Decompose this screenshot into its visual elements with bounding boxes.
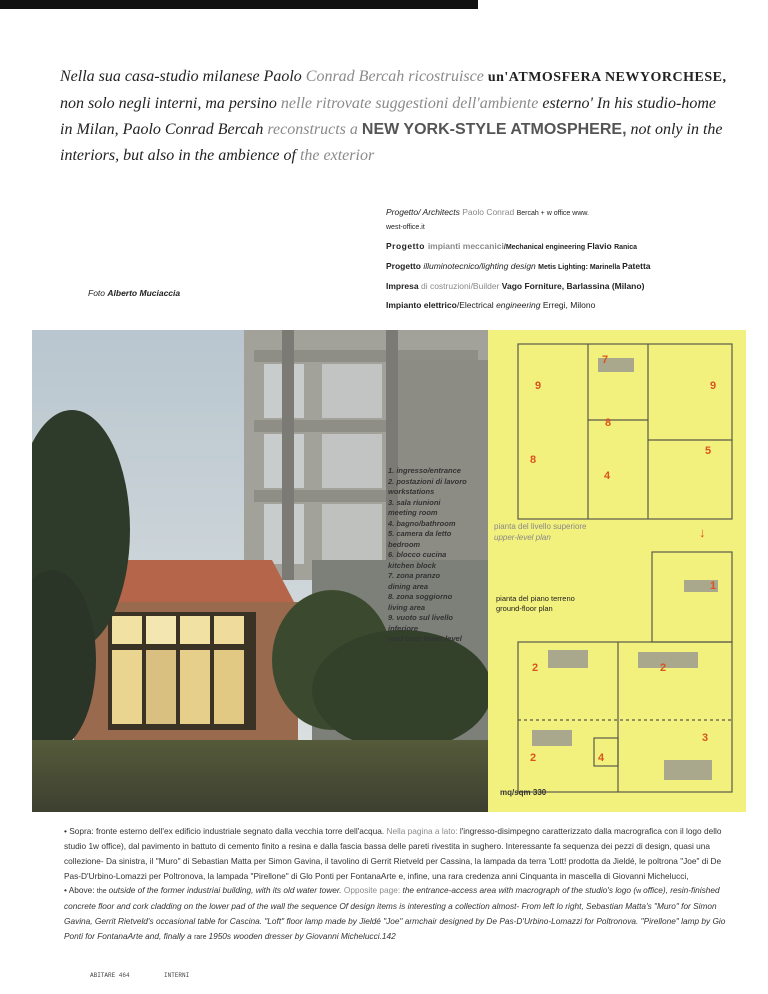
credit-label: engineering [496, 300, 543, 310]
credit-label: /Mechanical engineering [503, 244, 588, 251]
legend-item: 7. zona pranzo [388, 571, 441, 580]
credit-value: Metis Lighting: Marinella [538, 264, 623, 271]
caption-text: w [636, 888, 644, 895]
plan-legend [388, 466, 498, 645]
intro-paragraph [60, 64, 730, 169]
intro-text: non solo negli interni, ma persino [60, 95, 281, 112]
legend-item: dining area [388, 581, 429, 591]
legend-item: 8. zona soggiorno [388, 592, 453, 601]
caption-text: Nella pagina a lato: [386, 826, 460, 836]
plan-number: 1 [710, 580, 717, 592]
credit-label: di costruzioni/Builder [420, 281, 502, 291]
credit-value: Patetta [622, 261, 651, 271]
credit-value: Paolo Conrad [462, 207, 517, 217]
plan-number: 7 [602, 354, 609, 366]
legend-item: void over lower level [388, 634, 462, 643]
legend-item: 9. vuoto sul livello [388, 613, 454, 622]
credit-value: Vago Forniture, Barlassina (Milano) [501, 281, 645, 291]
caption-text: rare [194, 934, 209, 941]
legend-item: 4. bagno/bathroom [388, 518, 456, 528]
footer-section: INTERNI [164, 972, 190, 979]
legend-item: meeting room [388, 508, 438, 517]
intro-text: the exterior [299, 147, 375, 164]
caption-text: outside of the former industriai building, with its old water tower. [108, 885, 344, 895]
plan-number: 8 [530, 454, 537, 466]
credit-label: Progetto [386, 261, 424, 271]
caption-english [64, 883, 734, 945]
credit-mechanical [386, 240, 746, 254]
credit-value: west-office.it [386, 224, 425, 231]
plan-number: 9 [535, 380, 542, 392]
credit-label: Impianto elettrico [386, 300, 457, 310]
credit-label: illuminotecnico/lighting design [423, 261, 539, 271]
caption-text: office), resin-finished concrete floor and cork cladding on the lower pad of the wall the sequence Of design items is interesting a collection almost- From left lo right, Sebastian Matta's "Muro" for Simon Gavina, Gerrit Rietveld's occasional table for Cascina. "Loft" floor lamp made by Jieldé "Joe" armchair designed by De Pas-D'Urbino-Lomazzi for Poltronova. "Pirellone" lamp by Gio Ponti for FontanaArte and, finally a [64, 885, 726, 941]
ground-plan-label-en: ground-floor plan [496, 604, 553, 613]
legend-item: living area [388, 602, 426, 612]
credit-value: Ranica [614, 244, 638, 251]
caption-text: • Sopra: fronte esterno dell'ex edificio industriale segnato dalla vecchia torre dell'acqua. [64, 826, 387, 836]
credit-label: impianti meccanici [427, 241, 504, 251]
caption-text: the entrance-access area with macrograph of the studio's logo ( [402, 885, 637, 895]
credit-electrical [386, 299, 746, 312]
legend-item: 6. blocco cucina [388, 550, 447, 559]
intro-highlight: un'ATMOSFERA [487, 70, 605, 85]
ground-plan-label-it: pianta del piano terreno [496, 594, 575, 603]
intro-text: interiors, but also in the ambience of [60, 147, 300, 164]
legend-item: inferiore [388, 623, 419, 633]
credit-label: Impresa [386, 281, 421, 291]
credit-value: Erregi, Milono [542, 300, 596, 310]
intro-text: nelle ritrovate suggestioni dell'ambiente [280, 95, 543, 112]
entrance-arrow-icon: ↓ [699, 525, 706, 540]
credit-lighting [386, 260, 746, 274]
project-credits [386, 206, 746, 318]
credit-value: Bercah + w office www. [516, 210, 589, 217]
caption-text: the [96, 888, 109, 895]
upper-plan-label [494, 521, 587, 543]
intro-text: in Milan, Paolo Conrad Bercah [60, 121, 268, 138]
credit-label: Progetto [386, 241, 428, 251]
legend-item: 2. postazioni di lavoro [388, 476, 467, 486]
upper-plan-label-it: pianta del livello superiore [494, 522, 587, 531]
caption-italian [64, 824, 734, 884]
credit-label: Progetto/ Architects [386, 207, 463, 217]
top-rule [0, 0, 478, 9]
caption-text: Opposite page: [343, 885, 403, 895]
plan-number: 4 [598, 752, 605, 764]
upper-plan-label-en: upper-level plan [494, 533, 551, 542]
legend-item: 3. sala riunioni [388, 497, 441, 507]
plan-number: 5 [705, 445, 712, 457]
credit-label: /Electrical [456, 300, 497, 310]
intro-text: esterno' In his studio-home [542, 95, 716, 112]
plan-number: 2 [532, 662, 539, 674]
legend-item: 5. camera da letto [388, 529, 452, 538]
plan-number: 2 [660, 662, 667, 674]
intro-text: Conrad Bercah ricostruisce [305, 68, 488, 85]
caption-text: • Above: [64, 885, 97, 895]
legend-item: bedroom [388, 539, 421, 549]
intro-highlight: NEW YORK-STYLE ATMOSPHERE, [361, 121, 627, 138]
caption-text: 1950s wooden dresser by Giovanni Michelucci.142 [208, 931, 396, 941]
credit-builder [386, 280, 746, 293]
floor-area: mq/sqm 330 [500, 788, 547, 797]
plan-number: 4 [604, 470, 611, 482]
legend-item: kitchen block [388, 560, 436, 570]
plan-number: 3 [702, 732, 709, 744]
intro-highlight: NEWYORCHESE, [604, 70, 727, 85]
photo-credit [88, 288, 180, 298]
plan-number: 2 [530, 752, 537, 764]
intro-text: not only in the [626, 121, 723, 138]
credit-value: Flavio [587, 241, 615, 251]
legend-item: 1. ingresso/entrance [388, 466, 461, 475]
intro-text: reconstructs a [267, 121, 362, 138]
photo-credit-name: Alberto Muciaccia [107, 288, 181, 298]
footer-magazine: ABITARE 464 [90, 972, 130, 979]
plan-number: 8 [605, 417, 612, 429]
credit-architects [386, 206, 746, 234]
legend-item: workstations [388, 487, 435, 496]
plan-number: 9 [710, 380, 717, 392]
intro-text: Nella sua casa-studio milanese Paolo [60, 68, 306, 85]
caption-text: l'ingresso-disimpegno caratterizzato dalla macrografica con il logo dello studio 1w office), dal pavimento in battuto di cemento finito a resina e dalla fascia bassa delle pareti rivestita in sughero. Interessante fa sequenza dei pezzi di design, quasi una collezione- Da sinistra, il "Muro" di Sebastian Matta per Simon Gavina, il tavolino di Gerrit Rietveld per Cassina, la lampada da terra 'Lott! prodotta da Jieldé, le poltrona "Joe" di De Pas-D'Urbino-Lomazzi per Poltronova, la lampada "Pirellone" di Glo Ponti per FontanaArte e, infine, una rara credenza anni Cinquanta in mascella di Giovanni Michelucci, [64, 826, 722, 881]
ground-plan-label [496, 594, 575, 614]
photo-credit-label: Foto [88, 288, 108, 298]
